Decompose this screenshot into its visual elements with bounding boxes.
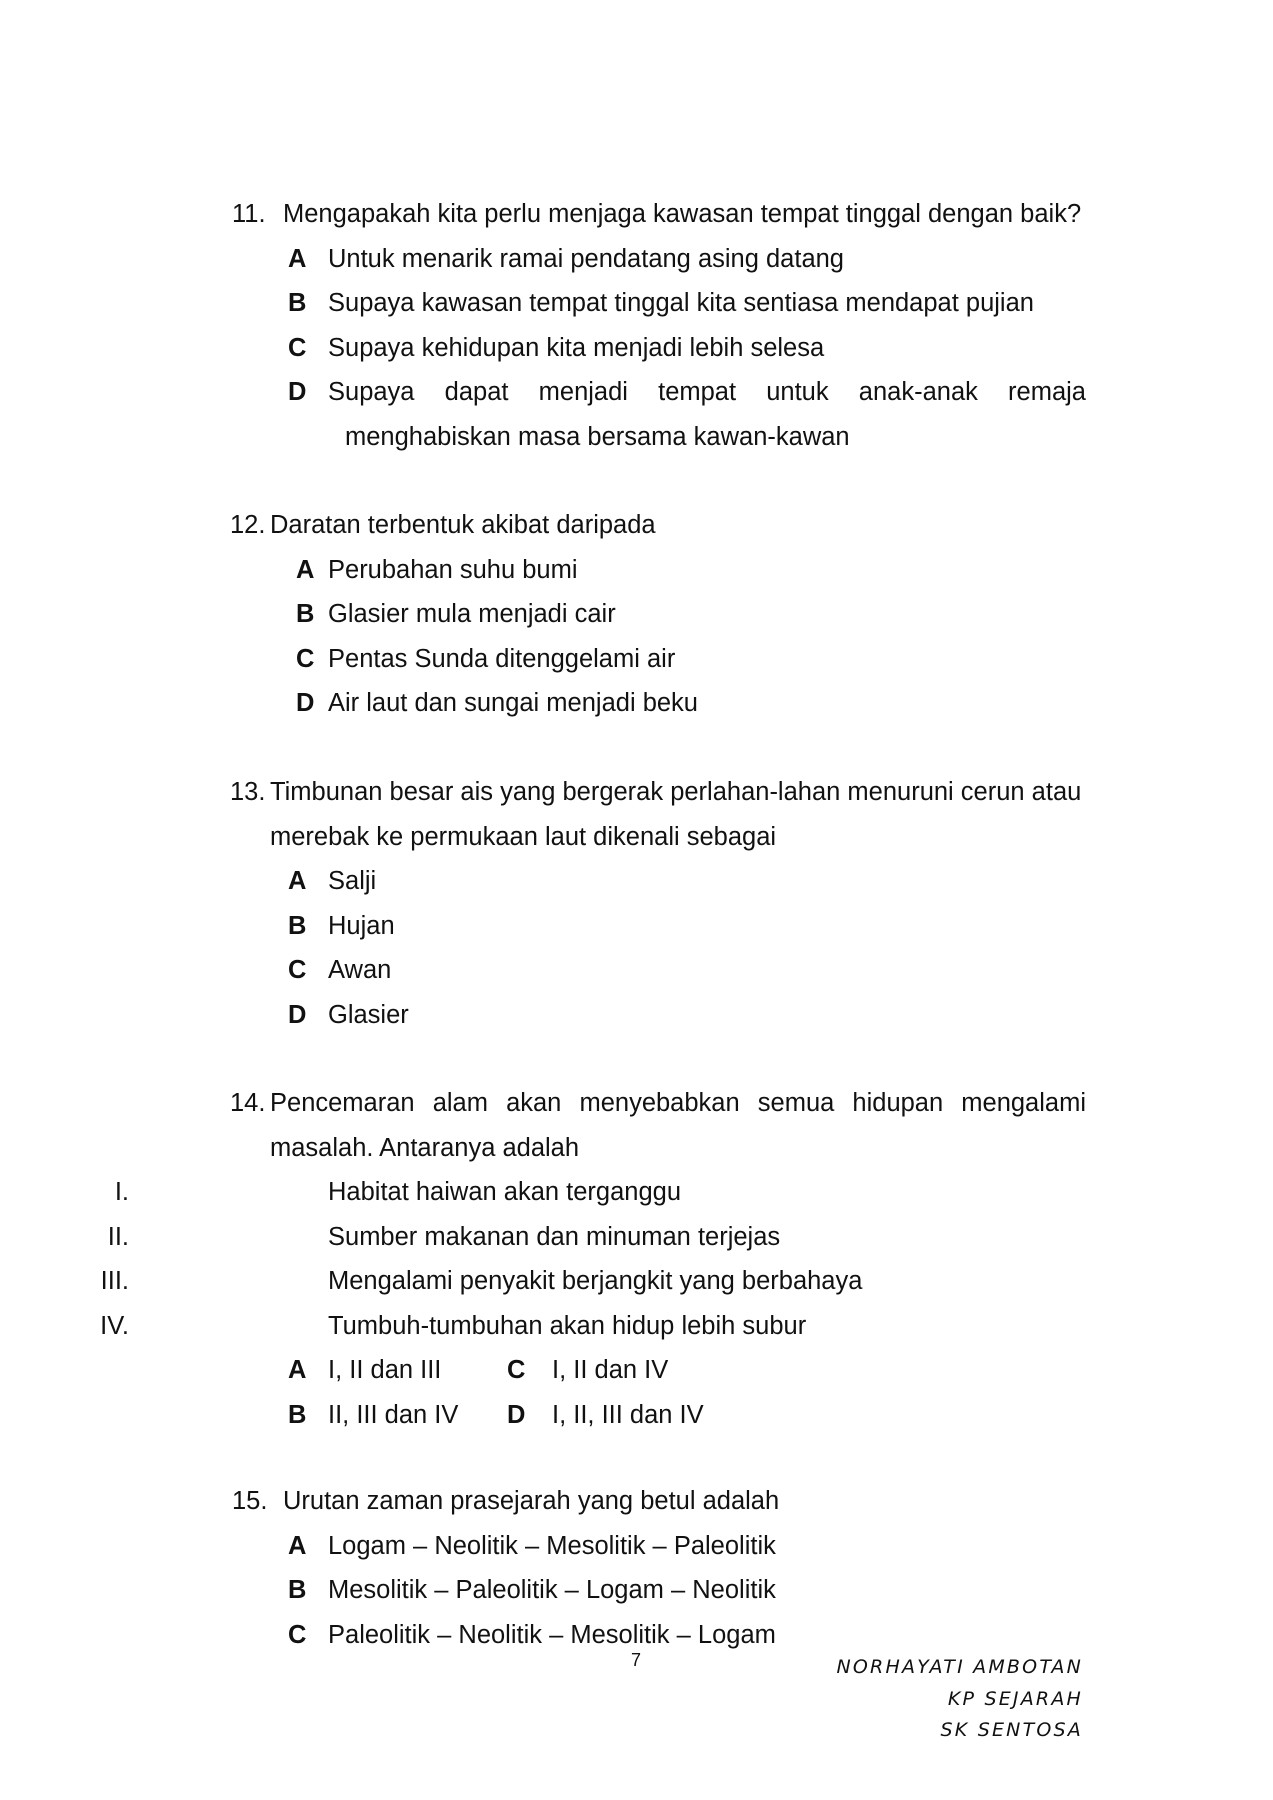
question-11 bbox=[0, 192, 1273, 459]
option-text: Supaya kawasan tempat tinggal kita sentiasa mendapat pujian bbox=[328, 289, 1034, 317]
question-stem bbox=[0, 1081, 1086, 1170]
question-number: 15. bbox=[232, 1487, 268, 1515]
option-a bbox=[0, 548, 1086, 593]
option-row bbox=[0, 1393, 1273, 1438]
option-a bbox=[0, 1524, 1086, 1569]
option-text: II, III dan IV bbox=[328, 1400, 459, 1429]
statement-numeral: II. bbox=[107, 1222, 129, 1251]
option-letter: D bbox=[296, 689, 315, 717]
statement-numeral: IV. bbox=[100, 1311, 129, 1340]
option-letter: A bbox=[288, 1356, 307, 1384]
question-15 bbox=[0, 1479, 1273, 1657]
option-d bbox=[0, 370, 1086, 459]
stem-line: Timbunan besar ais yang bergerak perlahan-lahan menuruni cerun atau bbox=[270, 778, 1082, 806]
question-12 bbox=[0, 503, 1273, 726]
option-c bbox=[0, 1613, 1086, 1658]
page-number: 7 bbox=[631, 1650, 642, 1670]
statement-numeral: III. bbox=[100, 1267, 129, 1295]
option-letter: B bbox=[288, 1400, 307, 1429]
author-signature bbox=[836, 1652, 1083, 1747]
stem-line: Daratan terbentuk akibat daripada bbox=[270, 511, 656, 539]
question-number: 11. bbox=[232, 200, 266, 228]
option-letter: B bbox=[288, 1576, 307, 1604]
stem-line: Mengapakah kita perlu menjaga kawasan tempat tinggal dengan baik? bbox=[283, 200, 1082, 228]
stem-line: Pencemaran alam akan menyebabkan semua hidupan mengalami bbox=[270, 1089, 1086, 1117]
option-letter: B bbox=[296, 600, 315, 628]
option-text: Salji bbox=[328, 867, 377, 895]
option-text: I, II dan III bbox=[328, 1356, 442, 1384]
option-text: Pentas Sunda ditenggelami air bbox=[328, 644, 676, 673]
question-13 bbox=[0, 770, 1273, 1037]
option-letter: D bbox=[288, 1000, 307, 1029]
question-number: 14. bbox=[230, 1089, 266, 1117]
statement-iv bbox=[0, 1304, 1086, 1349]
option-a bbox=[0, 859, 1086, 904]
author-school: SK SENTOSA bbox=[940, 1719, 1083, 1741]
statement-text: Mengalami penyakit berjangkit yang berbahaya bbox=[328, 1267, 863, 1295]
option-text: Mesolitik – Paleolitik – Logam – Neolitik bbox=[328, 1576, 776, 1604]
option-text-continuation: menghabiskan masa bersama kawan-kawan bbox=[345, 422, 850, 451]
option-letter: A bbox=[296, 555, 315, 584]
option-letter: C bbox=[288, 333, 307, 362]
option-b bbox=[0, 592, 1086, 637]
author-name: NORHAYATI AMBOTAN bbox=[836, 1656, 1083, 1678]
statement-numeral: I. bbox=[114, 1178, 129, 1206]
option-c bbox=[0, 948, 1086, 993]
statement-text: Tumbuh-tumbuhan akan hidup lebih subur bbox=[328, 1311, 807, 1340]
option-b bbox=[0, 1568, 1086, 1613]
question-stem bbox=[0, 503, 1086, 548]
option-b bbox=[0, 904, 1086, 949]
option-letter: C bbox=[296, 644, 315, 673]
question-number: 12. bbox=[230, 511, 266, 539]
option-letter: D bbox=[288, 378, 307, 406]
option-c bbox=[0, 326, 1086, 371]
option-text: Glasier mula menjadi cair bbox=[328, 600, 616, 628]
option-text: I, II dan IV bbox=[552, 1356, 669, 1384]
option-letter: C bbox=[288, 1620, 307, 1649]
option-letter: B bbox=[288, 911, 307, 940]
option-text: Air laut dan sungai menjadi beku bbox=[328, 689, 698, 717]
option-letter: B bbox=[288, 289, 307, 317]
stem-line: merebak ke permukaan laut dikenali sebagai bbox=[270, 822, 777, 851]
option-a bbox=[0, 237, 1086, 282]
option-c bbox=[0, 637, 1086, 682]
option-text: Hujan bbox=[328, 911, 395, 940]
statement-text: Habitat haiwan akan terganggu bbox=[328, 1178, 682, 1206]
question-14 bbox=[0, 1081, 1273, 1437]
option-row bbox=[0, 1348, 1273, 1393]
question-stem bbox=[0, 192, 1086, 237]
stem-line: masalah. Antaranya adalah bbox=[270, 1133, 580, 1162]
option-d bbox=[0, 681, 1086, 726]
statement-iii bbox=[0, 1259, 1086, 1304]
question-stem bbox=[0, 1479, 1086, 1524]
question-number: 13. bbox=[230, 778, 266, 806]
statement-i bbox=[0, 1170, 1086, 1215]
option-text: Logam – Neolitik – Mesolitik – Paleolitik bbox=[328, 1531, 776, 1560]
option-text: I, II, III dan IV bbox=[552, 1400, 704, 1429]
option-text: Perubahan suhu bumi bbox=[328, 555, 578, 584]
author-role: KP SEJARAH bbox=[947, 1687, 1083, 1710]
option-text: Paleolitik – Neolitik – Mesolitik – Logam bbox=[328, 1620, 776, 1649]
option-d bbox=[0, 993, 1086, 1038]
option-letter: A bbox=[288, 244, 307, 273]
option-text: Glasier bbox=[328, 1000, 409, 1029]
option-text: Untuk menarik ramai pendatang asing datang bbox=[328, 244, 844, 273]
option-letter: C bbox=[288, 956, 307, 984]
option-text: Supaya kehidupan kita menjadi lebih selesa bbox=[328, 333, 825, 362]
statement-text: Sumber makanan dan minuman terjejas bbox=[328, 1222, 781, 1251]
option-letter: A bbox=[288, 867, 307, 895]
stem-line: Urutan zaman prasejarah yang betul adalah bbox=[283, 1487, 780, 1515]
option-letter: D bbox=[507, 1400, 526, 1429]
option-letter: C bbox=[507, 1356, 526, 1384]
option-text: Supaya dapat menjadi tempat untuk anak-anak remaja bbox=[328, 378, 1086, 406]
statement-ii bbox=[0, 1215, 1086, 1260]
option-b bbox=[0, 281, 1086, 326]
option-text: Awan bbox=[328, 956, 392, 984]
option-letter: A bbox=[288, 1531, 307, 1560]
question-stem bbox=[0, 770, 1086, 859]
